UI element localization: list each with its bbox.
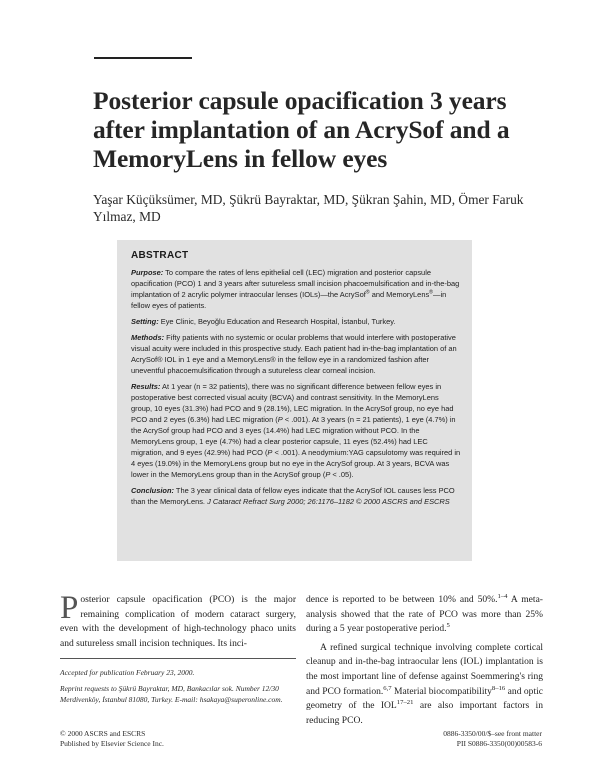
purpose-text: —in fellow eyes of patients. xyxy=(131,290,447,311)
article-title: Posterior capsule opacification 3 years after implantation of an AcrySof and a MemoryLens in fellow eyes xyxy=(93,86,510,173)
abstract-heading: ABSTRACT xyxy=(131,250,189,261)
journal-citation: J Cataract Refract Surg 2000; 26:1176–1182 © 2000 ASCRS and ESCRS xyxy=(207,497,450,507)
body-paragraph xyxy=(306,593,543,637)
p-value-symbol: P xyxy=(277,415,283,424)
p-value-symbol: P xyxy=(325,470,331,480)
body-text: A meta-analysis showed that the rate of PCO was more than 25% during a 5 year postoperative period. xyxy=(306,594,543,635)
body-paragraph xyxy=(306,641,543,729)
body-column-right xyxy=(306,593,543,728)
body-text: and optic geometry of the IOL xyxy=(306,685,543,712)
abstract-box xyxy=(117,240,472,561)
body-text: A refined surgical technique involving complete cortical cleanup and in-the-bag intraocular lens (IOL) implantation is the most important line of defense against Soemmering's ring and PCO formation. xyxy=(306,641,543,697)
methods-label: Methods: xyxy=(131,332,165,342)
author-list: Yaşar Küçüksümer, MD, Şükrü Bayraktar, MD, Şükran Şahin, MD, Ömer Faruk Yılmaz, MD xyxy=(93,192,524,224)
registered-mark: ® xyxy=(365,289,370,296)
publisher-line: Published by Elsevier Science Inc. xyxy=(60,739,164,749)
results-text: < .05). xyxy=(330,470,354,480)
accepted-note: Accepted for publication February 23, 2000. xyxy=(60,668,195,677)
results-text: At 1 year (n = 32 patients), there was no significant difference between fellow eyes in postoperative best corrected visual acuity (BCVA) and contrast sensitivity. In the MemoryLens group, 10 eyes (31.3%) had PCO and 9 (28.1%), LEC migration. In the AcrySof group, no eye had PCO and 2 eyes (6.3%) had LEC migration ( xyxy=(131,381,454,424)
reference-link[interactable]: 5 xyxy=(446,622,450,630)
footer-left xyxy=(60,729,164,750)
reprint-note: Reprint requests to Şükrü Bayraktar, MD, Bankacılar sok. Number 12/30 Merdivenköy, İstanbul 81080, Turkey. E-mail: hsakaya@superonline.com. xyxy=(60,684,283,705)
body-text: dence is reported to be between 10% and 50%. xyxy=(306,594,498,605)
reference-link[interactable]: 17–21 xyxy=(396,698,414,706)
footer-right xyxy=(443,729,542,750)
conclusion-text: The 3 year clinical data of fellow eyes indicate that the AcrySof IOL causes less PCO than the MemoryLens. xyxy=(131,486,455,507)
purpose-label: Purpose: xyxy=(131,268,164,278)
issn-line: 0886-3350/00/$–see front matter xyxy=(443,729,542,738)
purpose-text: To compare the rates of lens epithelial cell (LEC) migration and posterior capsule opacification (PCO) 1 and 3 years after sutureless small incision phacoemulsification and in-the-bag implantation of 2 acrylic polymer intraocular lenses (IOLs)—the AcrySof xyxy=(131,268,460,300)
reference-link[interactable]: 8–16 xyxy=(491,684,506,692)
header-rule xyxy=(94,57,192,59)
p-value-symbol: P xyxy=(267,448,273,458)
results-text: < .001). A neodymium:YAG capsulotomy was required in 4 eyes (19.0%) in the MemoryLens group but no eye in the AcrySof group. At 3 years, BCVA was lower in the MemoryLens group than in the AcrySof group ( xyxy=(131,448,461,480)
copyright-line: © 2000 ASCRS and ESCRS xyxy=(60,729,146,738)
results-label: Results: xyxy=(131,381,161,391)
abstract-methods xyxy=(131,332,461,376)
registered-mark: ® xyxy=(429,289,434,296)
body-column-left xyxy=(60,590,296,651)
conclusion-label: Conclusion: xyxy=(131,486,174,496)
methods-text: Fifty patients with no systemic or ocular problems that would interfere with postoperative visual acuity were included in this prospective study. Each patient had in-the-bag implantation of an AcrySof® IOL in 1 eye and a MemoryLens® in the fellow eye in a randomized fashion after uneventful phacoemulsification through a sutureless clear corneal incision. xyxy=(131,332,457,376)
results-text: < .001). At 3 years (n = 21 patients), 1 eye (4.7%) in the AcrySof group had PCO and 3 eyes (14.4%) had LEC migration without PCO. In the MemoryLens group, 1 eye (4.7%) had a clear posterior capsule, 11 eyes (52.4%) had LEC migration, and 9 eyes (42.9%) had PCO ( xyxy=(131,415,456,458)
abstract-results xyxy=(131,381,461,481)
body-text: osterior capsule opacification (PCO) is the major remaining complication of modern cataract surgery, even with the development of high-technology phaco units and sutureless small incision techniques. Its inci- xyxy=(60,594,296,649)
footnote-rule xyxy=(60,658,296,659)
setting-text: Eye Clinic, Beyoğlu Education and Research Hospital, İstanbul, Turkey. xyxy=(158,317,396,327)
purpose-text: and MemoryLens xyxy=(369,290,430,300)
body-text: Material biocompatibility xyxy=(391,685,492,697)
pii-line: PII S0886-3350(00)00583-6 xyxy=(456,739,542,749)
abstract-conclusion xyxy=(131,485,461,507)
reference-link[interactable]: 6,7 xyxy=(383,684,392,692)
abstract-setting xyxy=(131,316,461,327)
reference-link[interactable]: 1–4 xyxy=(497,592,508,600)
setting-label: Setting: xyxy=(131,317,159,327)
drop-cap: P xyxy=(60,590,79,626)
abstract-purpose xyxy=(131,267,461,311)
body-text: are also important factors in reducing PCO. xyxy=(306,700,543,726)
